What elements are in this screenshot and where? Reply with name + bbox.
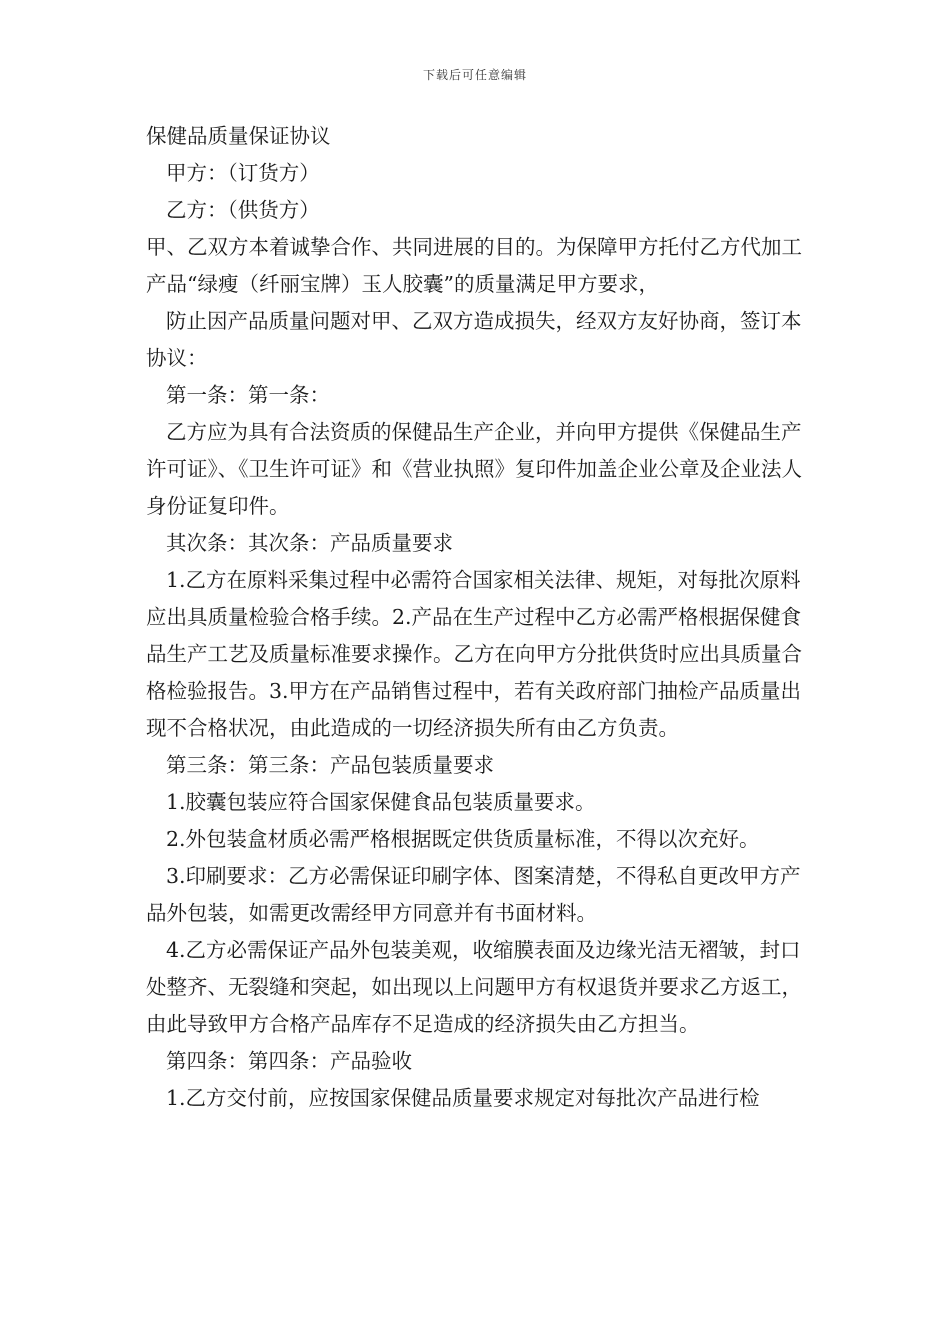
article-1-body: 乙方应为具有合法资质的保健品生产企业，并向甲方提供《保健品生产许可证》、《卫生许可证》和《营业执照》复印件加盖企业公章及企业法人身份证复印件。 — [146, 420, 802, 518]
intro-paragraph-2: 防止因产品质量问题对甲、乙双方造成损失，经双方友好协商，签订本协议： — [146, 309, 802, 370]
article-2-heading: 其次条：其次条：产品质量要求 — [166, 531, 453, 555]
article-3-item-3: 3.印刷要求：乙方必需保证印刷字体、图案清楚，不得私自更改甲方产品外包装，如需更改需经甲方同意并有书面材料。 — [146, 864, 801, 925]
intro-paragraph-1: 甲、乙双方本着诚挚合作、共同进展的目的。为保障甲方托付乙方代加工产品“绿瘦（纤丽宝牌）玉人胶囊”的质量满足甲方要求， — [146, 235, 802, 296]
article-2-body: 1.乙方在原料采集过程中必需符合国家相关法律、规矩，对每批次原料应出具质量检验合格手续。2.产品在生产过程中乙方必需严格根据保健食品生产工艺及质量标准要求操作。乙方在向甲方分批供货时应出具质量合格检验报告。3.甲方在产品销售过程中，若有关政府部门抽检产品质量出现不合格状况，由此造成的一切经济损失所有由乙方负责。 — [146, 568, 802, 740]
party-b-line: 乙方：（供货方） — [166, 198, 320, 222]
header-note: 下载后可任意编辑 — [422, 68, 527, 82]
article-4-heading: 第四条：第四条：产品验收 — [166, 1049, 412, 1073]
article-3-item-1: 1.胶囊包装应符合国家保健食品包装质量要求。 — [166, 790, 596, 814]
article-4-item-1: 1.乙方交付前，应按国家保健品质量要求规定对每批次产品进行检 — [166, 1086, 760, 1110]
article-3-item-4: 4.乙方必需保证产品外包装美观，收缩膜表面及边缘光洁无褶皱，封口处整齐、无裂缝和突起，如出现以上问题甲方有权退货并要求乙方返工，由此导致甲方合格产品库存不足造成的经济损失由乙方担当。 — [146, 938, 802, 1036]
party-a-line: 甲方：（订货方） — [166, 161, 320, 185]
document-body — [146, 118, 812, 1117]
article-1-heading: 第一条：第一条： — [166, 383, 330, 407]
article-3-item-2: 2.外包装盒材质必需严格根据既定供货质量标准，不得以次充好。 — [166, 827, 760, 851]
article-3-heading: 第三条：第三条：产品包装质量要求 — [166, 753, 494, 777]
document-title: 保健品质量保证协议 — [146, 124, 331, 148]
